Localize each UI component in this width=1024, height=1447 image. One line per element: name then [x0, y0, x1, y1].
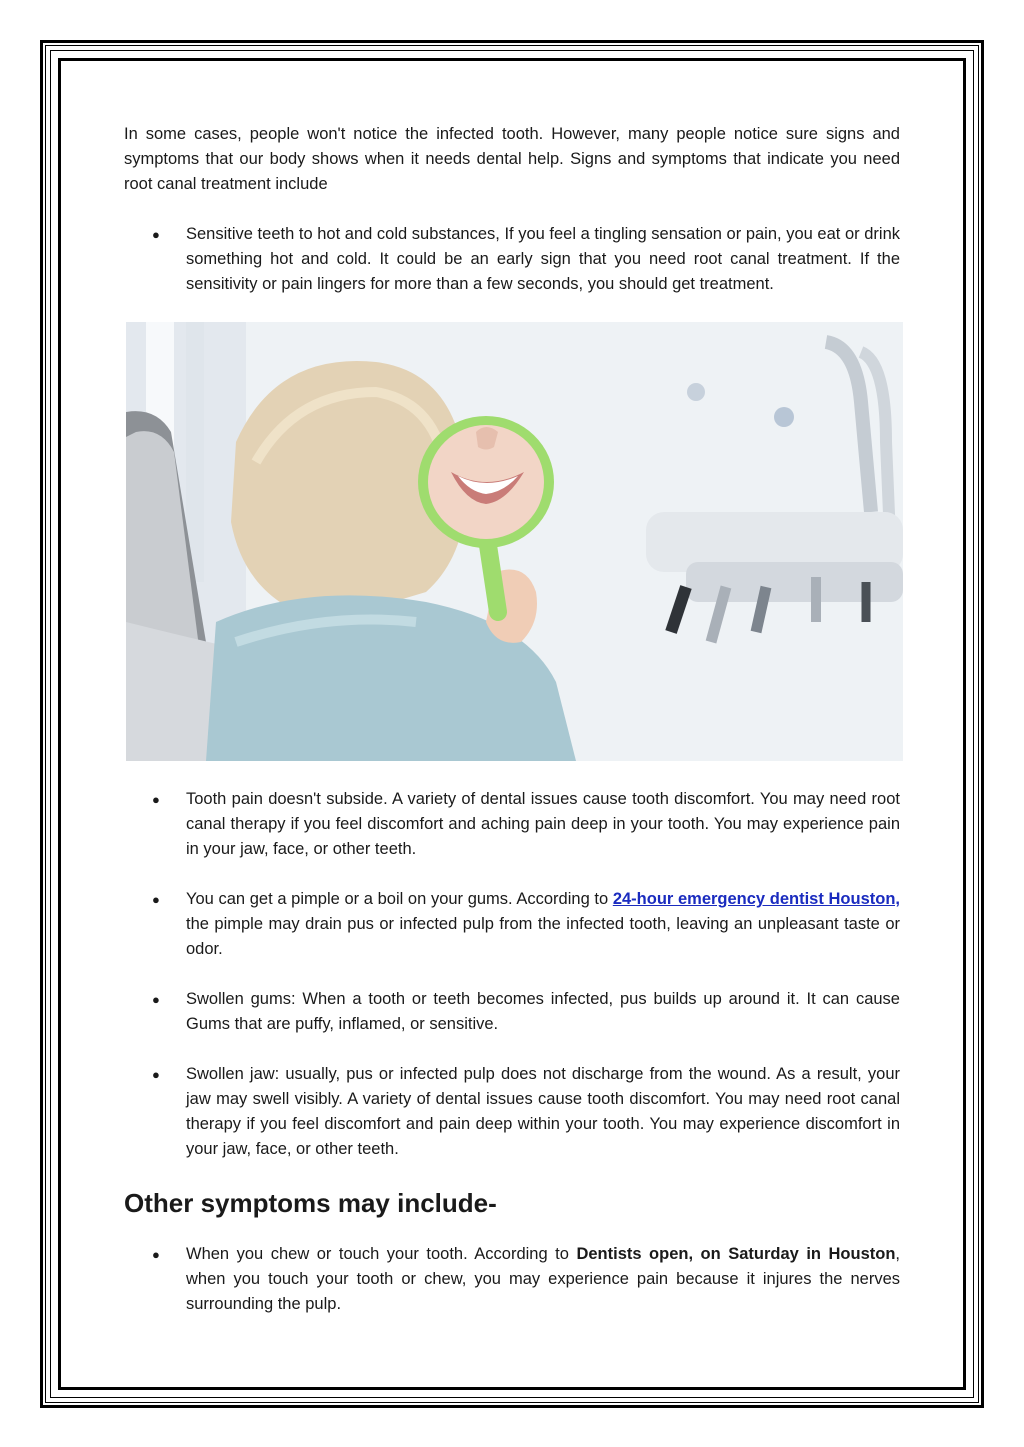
symptoms-list-top — [124, 222, 900, 297]
list-item — [124, 887, 900, 962]
bullet-icon: ● — [152, 992, 160, 1007]
bullet-text-before: You can get a pimple or a boil on your gums. According to — [186, 890, 613, 908]
bullet-text-after: , when you touch your tooth or chew, you may experience pain because it injures the nerves surrounding the pulp. — [186, 1245, 900, 1313]
bullet-text: Tooth pain doesn't subside. A variety of dental issues cause tooth discomfort. You may need root canal therapy if you feel discomfort and aching pain deep in your tooth. You may experience pain in your jaw, face, or other teeth. — [186, 790, 900, 858]
dental-patient-photo — [126, 322, 903, 761]
bullet-icon: ● — [152, 792, 160, 807]
bullet-icon: ● — [152, 892, 160, 907]
intro-paragraph: In some cases, people won't notice the infected tooth. However, many people notice sure signs and symptoms that our body shows when it needs dental help. Signs and symptoms that indicate you need root canal treatment include — [124, 125, 900, 193]
bullet-text-before: When you chew or touch your tooth. According to — [186, 1245, 577, 1263]
emergency-dentist-link[interactable]: 24-hour emergency dentist Houston, — [612, 890, 900, 908]
list-item — [124, 787, 900, 862]
bullet-text: Sensitive teeth to hot and cold substances, If you feel a tingling sensation or pain, you eat or drink something hot and cold. It could be an early sign that you need root canal treatment. If the sensitivity or pain lingers for more than a few seconds, you should get treatment. — [186, 225, 900, 293]
bullet-icon: ● — [152, 1247, 160, 1262]
article-body-continued — [124, 787, 900, 1317]
bullet-text-after: the pimple may drain pus or infected pulp from the infected tooth, leaving an unpleasant taste or odor. — [186, 915, 900, 958]
patient-mirror-illustration — [126, 322, 903, 761]
bullet-icon: ● — [152, 227, 160, 242]
bullet-text: Swollen gums: When a tooth or teeth becomes infected, pus builds up around it. It can cause Gums that are puffy, inflamed, or sensitive. — [186, 990, 900, 1033]
list-item — [124, 1242, 900, 1317]
bullet-icon: ● — [152, 1067, 160, 1082]
section-heading: Other symptoms may include- — [124, 1188, 497, 1218]
symptoms-list-middle — [124, 787, 900, 1162]
bullet-text: Swollen jaw: usually, pus or infected pulp does not discharge from the wound. As a result, your jaw may swell visibly. A variety of dental issues cause tooth discomfort. You may need root canal therapy if you feel discomfort and pain deep within your tooth. You may experience discomfort in your jaw, face, or other teeth. — [186, 1065, 900, 1158]
dentists-saturday-bold: Dentists open, on Saturday in Houston — [576, 1245, 896, 1263]
symptoms-list-other — [124, 1242, 900, 1317]
list-item — [124, 1062, 900, 1162]
list-item — [124, 987, 900, 1037]
list-item — [124, 222, 900, 297]
article-body — [124, 122, 900, 297]
